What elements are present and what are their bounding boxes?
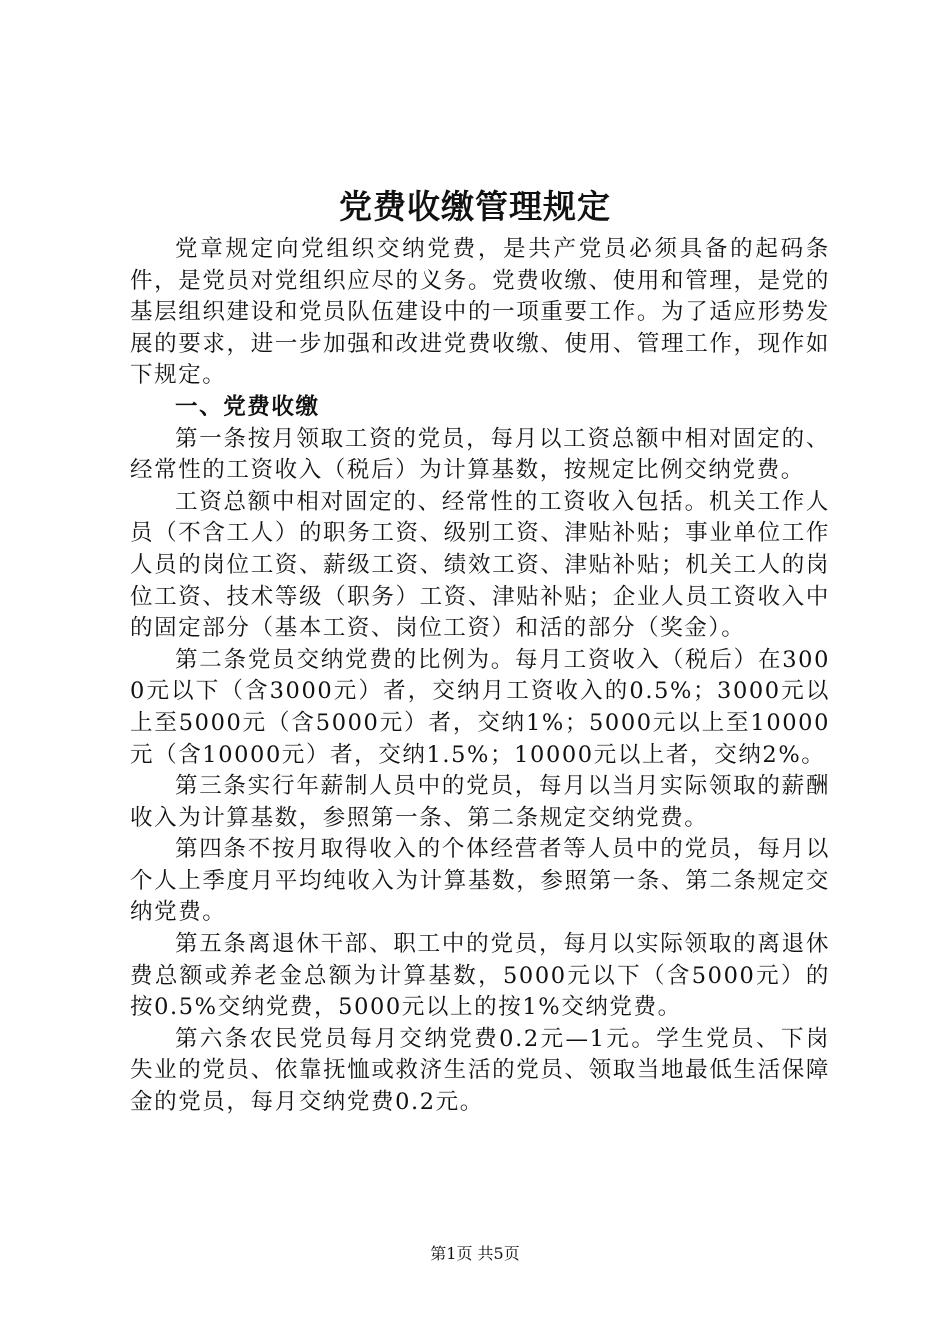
- article-5-paragraph: 第五条离退休干部、职工中的党员，每月以实际领取的离退休费总额或养老金总额为计算基数，5000元以下（含5000元）的按0.5%交纳党费，5000元以上的按1%交纳党费。: [130, 931, 830, 1021]
- article-1-detail-paragraph: 工资总额中相对固定的、经常性的工资收入包括。机关工作人员（不含工人）的职务工资、级别工资、津贴补贴；事业单位工作人员的岗位工资、薪级工资、绩效工资、津贴补贴；机关工人的岗位工资、技术等级（职务）工资、津贴补贴；企业人员工资收入中的固定部分（基本工资、岗位工资）和活的部分（奖金）。: [130, 488, 830, 642]
- article-3-paragraph: 第三条实行年薪制人员中的党员，每月以当月实际领取的薪酬收入为计算基数，参照第一条、第二条规定交纳党费。: [130, 773, 830, 831]
- article-2-paragraph: 第二条党员交纳党费的比例为。每月工资收入（税后）在3000元以下（含3000元）者，交纳月工资收入的0.5%；3000元以上至5000元（含5000元）者，交纳1%；5000元以上至10000元（含10000元）者，交纳1.5%；10000元以上者，交纳2%。: [130, 646, 830, 768]
- document-body: [130, 234, 830, 1119]
- article-4-paragraph: 第四条不按月取得收入的个体经营者等人员中的党员，每月以个人上季度月平均纯收入为计算基数，参照第一条、第二条规定交纳党费。: [130, 836, 830, 926]
- intro-paragraph: 党章规定向党组织交纳党费，是共产党员必须具备的起码条件，是党员对党组织应尽的义务。党费收缴、使用和管理，是党的基层组织建设和党员队伍建设中的一项重要工作。为了适应形势发展的要求，进一步加强和改进党费收缴、使用、管理工作，现作如下规定。: [130, 236, 830, 389]
- document-title: 党费收缴管理规定: [339, 187, 611, 226]
- page-footer: 第1页 共5页: [430, 1244, 520, 1263]
- article-1-paragraph: 第一条按月领取工资的党员，每月以工资总额中相对固定的、经常性的工资收入（税后）为计算基数，按规定比例交纳党费。: [130, 425, 830, 484]
- section-heading: 一、党费收缴: [175, 393, 320, 420]
- article-6-paragraph: 第六条农民党员每月交纳党费0.2元—1元。学生党员、下岗失业的党员、依靠抚恤或救济生活的党员、领取当地最低生活保障金的党员，每月交纳党费0.2元。: [130, 1025, 830, 1116]
